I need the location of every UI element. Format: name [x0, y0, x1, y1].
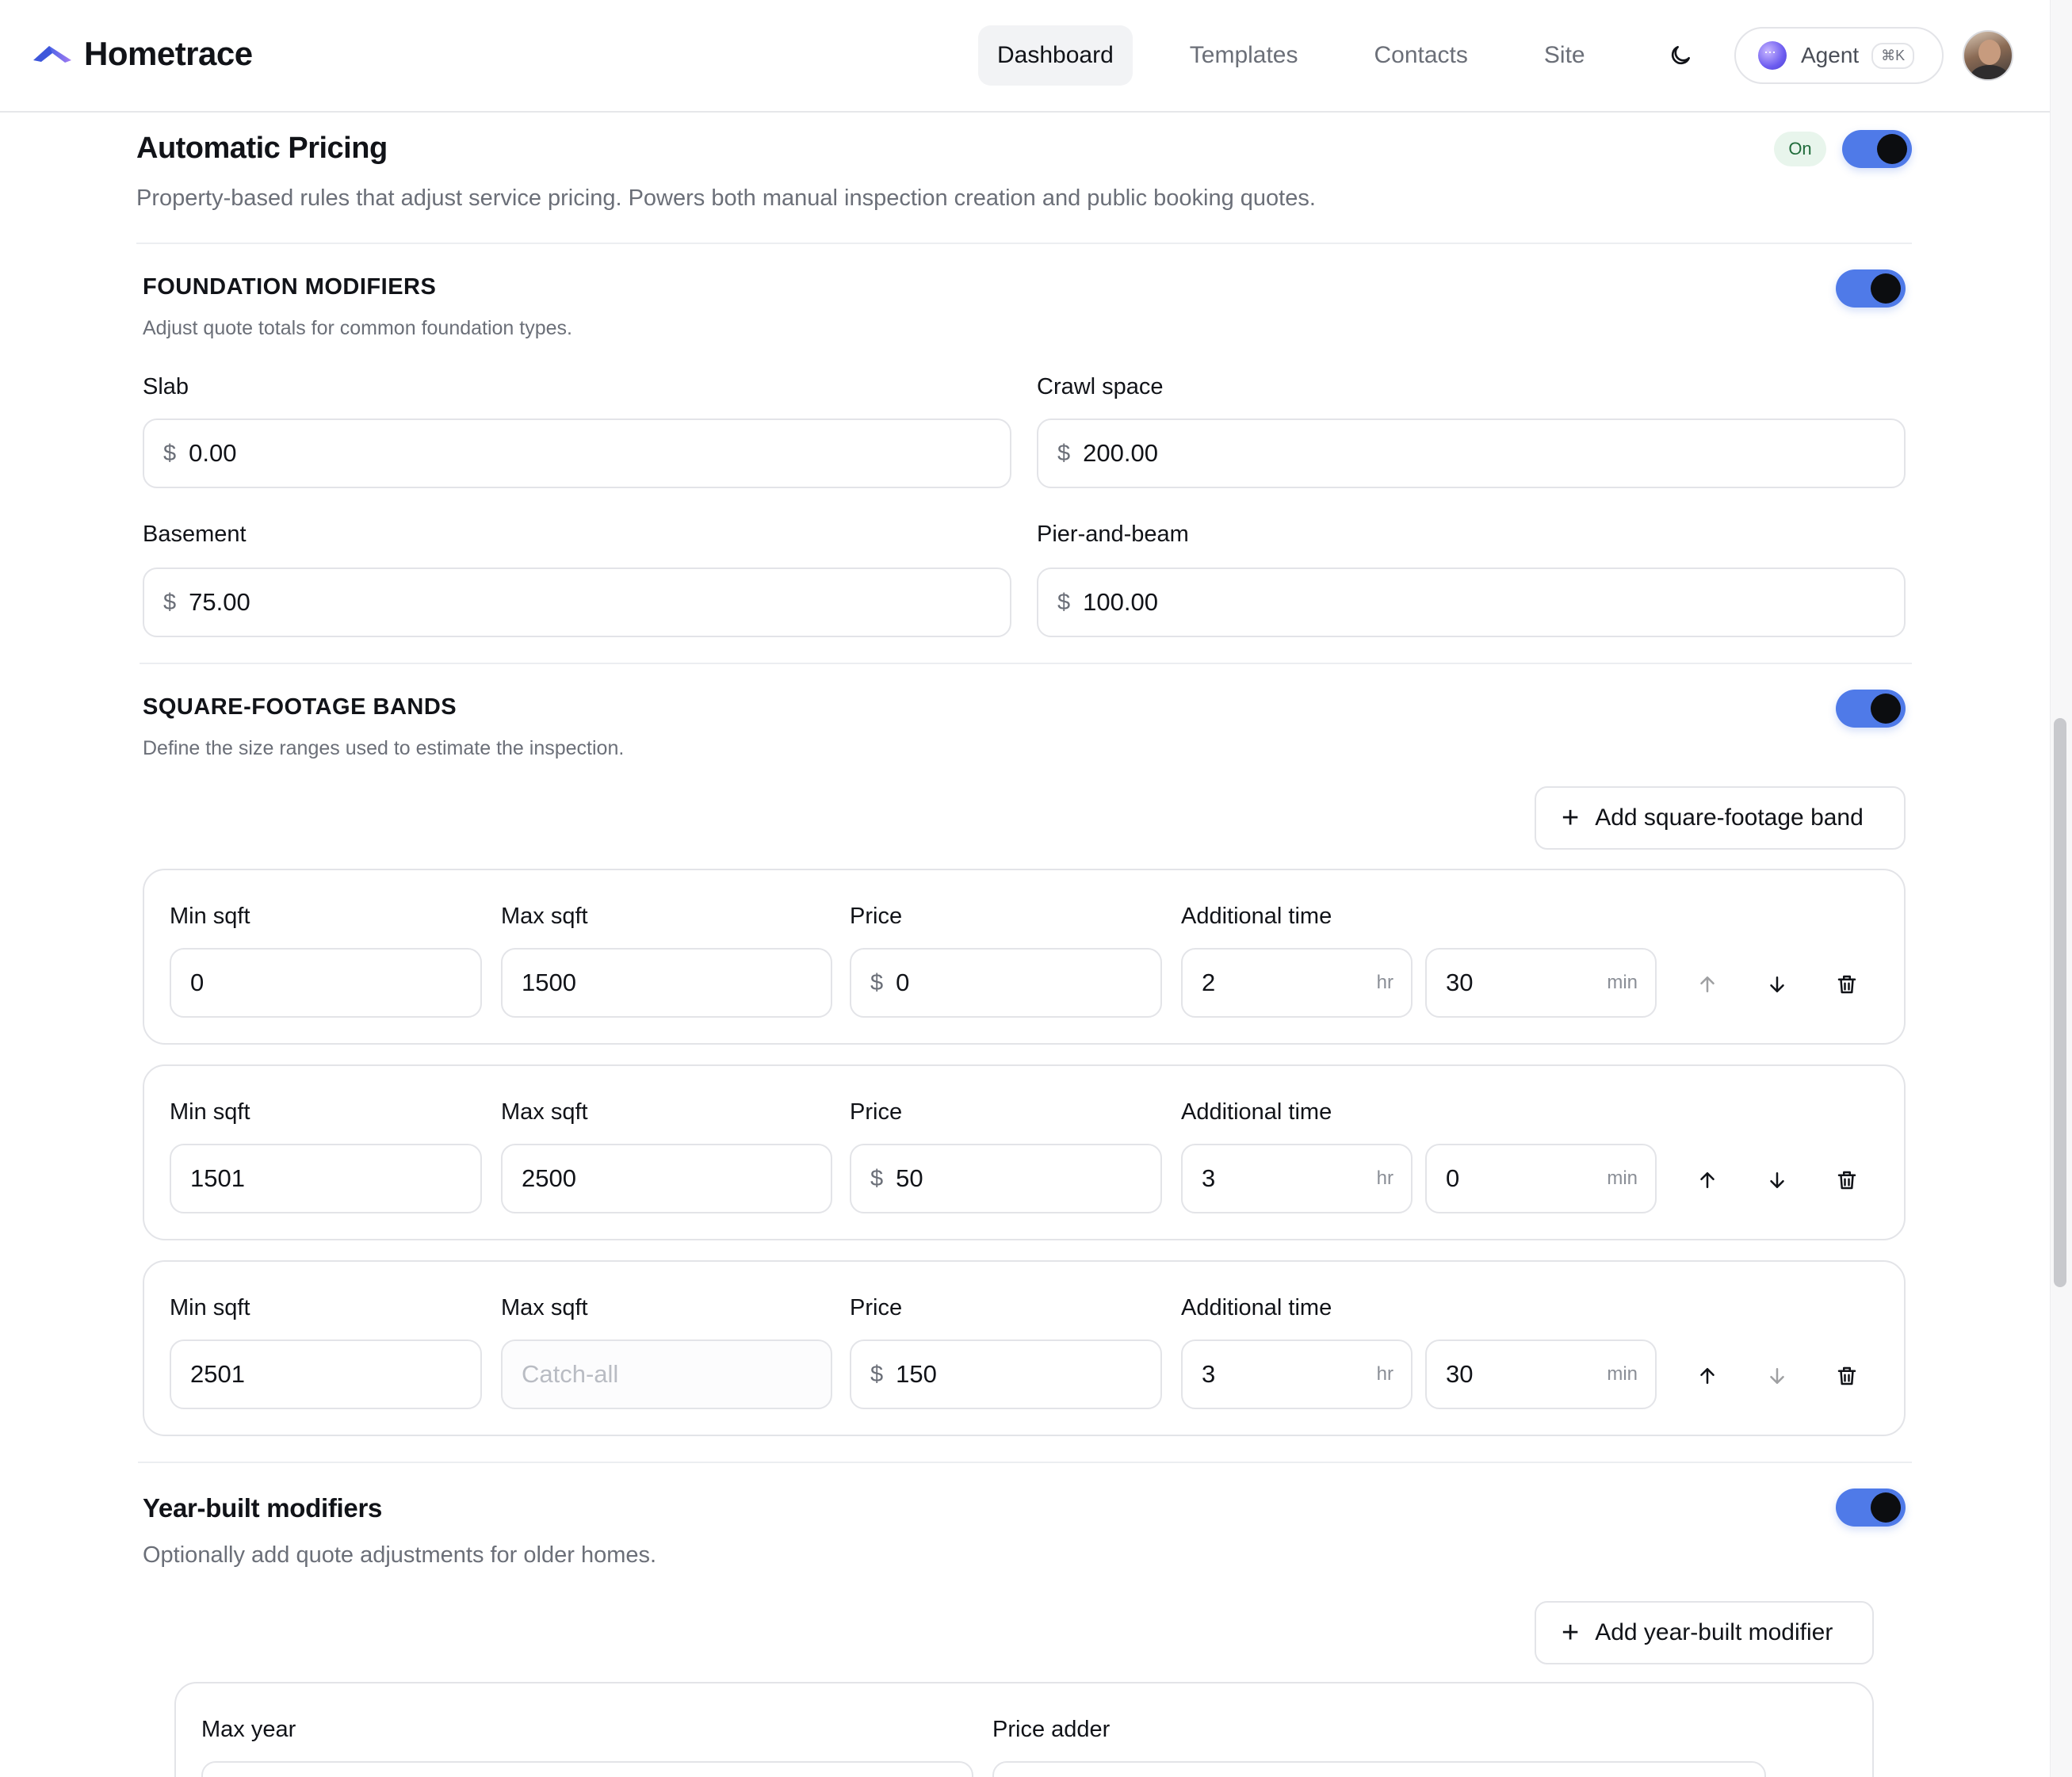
max-year-label: Max year [201, 1717, 296, 1742]
currency-symbol: $ [1057, 589, 1071, 615]
automatic-pricing-title: Automatic Pricing [136, 132, 388, 165]
pier-and-beam-input[interactable] [1037, 567, 1906, 637]
max-sqft-label: Max sqft [501, 904, 588, 929]
minutes-unit: min [1607, 1363, 1638, 1385]
trash-icon [1835, 973, 1859, 996]
plus-icon: + [1562, 801, 1580, 835]
theme-toggle-button[interactable] [1665, 36, 1696, 75]
price-label: Price [850, 904, 903, 929]
price-input[interactable] [850, 1339, 1162, 1409]
min-sqft-value: 0 [190, 969, 205, 996]
max-sqft-placeholder: Catch-all [522, 1360, 619, 1388]
currency-symbol: $ [870, 1361, 884, 1387]
move-down-button[interactable] [1760, 1163, 1795, 1198]
arrow-down-icon [1765, 973, 1789, 996]
max-sqft-label: Max sqft [501, 1099, 588, 1125]
divider [136, 243, 1912, 244]
hours-unit: hr [1376, 972, 1393, 993]
main-nav [978, 25, 1642, 86]
basement-label: Basement [143, 522, 247, 547]
minutes-value: 30 [1446, 969, 1474, 996]
hours-value: 2 [1202, 969, 1216, 996]
plus-icon: + [1562, 1616, 1580, 1649]
foundation-modifiers-toggle[interactable] [1836, 269, 1906, 308]
max-sqft-label: Max sqft [501, 1295, 588, 1320]
additional-time-label: Additional time [1181, 1295, 1332, 1320]
agent-orb-icon [1758, 41, 1787, 70]
agent-shortcut: ⌘K [1871, 43, 1914, 69]
nav-tab-contacts[interactable]: Contacts [1374, 42, 1468, 68]
move-down-button[interactable] [1760, 967, 1795, 1002]
brand-name: Hometrace [84, 35, 253, 72]
nav-tab-templates[interactable]: Templates [1189, 42, 1298, 68]
price-label: Price [850, 1295, 903, 1320]
trash-icon [1835, 1168, 1859, 1192]
arrow-down-icon [1765, 1168, 1789, 1192]
nav-tab-dashboard[interactable]: Dashboard [978, 25, 1133, 86]
crawl-space-value: 200.00 [1083, 439, 1158, 467]
year-built-title: Year-built modifiers [143, 1493, 383, 1523]
brand-logo[interactable] [32, 35, 253, 73]
hours-unit: hr [1376, 1167, 1393, 1189]
hours-value: 3 [1202, 1360, 1216, 1388]
hours-value: 3 [1202, 1164, 1216, 1192]
moon-icon [1668, 43, 1693, 68]
automatic-pricing-description: Property-based rules that adjust service pricing. Powers both manual inspection creation and public booking quotes. [136, 185, 1316, 211]
price-input[interactable] [850, 1144, 1162, 1213]
pier-and-beam-label: Pier-and-beam [1037, 522, 1189, 547]
toggle-knob [1871, 1492, 1901, 1523]
crawl-space-input[interactable] [1037, 418, 1906, 488]
toggle-knob [1871, 273, 1901, 304]
minutes-input[interactable] [1425, 1339, 1657, 1409]
currency-symbol: $ [870, 969, 884, 996]
year-built-toggle[interactable] [1836, 1488, 1906, 1527]
minutes-input[interactable] [1425, 1144, 1657, 1213]
price-input[interactable] [850, 948, 1162, 1018]
sqft-band-card [143, 869, 1906, 1045]
sqft-bands-description: Define the size ranges used to estimate the inspection. [143, 737, 625, 759]
currency-symbol: $ [870, 1165, 884, 1191]
crawl-space-label: Crawl space [1037, 374, 1164, 399]
sqft-bands-toggle[interactable] [1836, 690, 1906, 728]
arrow-up-icon [1695, 1168, 1719, 1192]
price-value: 50 [896, 1164, 923, 1192]
arrow-up-icon [1695, 1364, 1719, 1388]
additional-time-label: Additional time [1181, 1099, 1332, 1125]
foundation-modifiers-description: Adjust quote totals for common foundation types. [143, 317, 572, 339]
min-sqft-value: 1501 [190, 1164, 245, 1192]
divider [140, 663, 1912, 664]
sqft-bands-title: SQUARE-FOOTAGE BANDS [143, 694, 457, 720]
arrow-up-icon [1695, 973, 1719, 996]
foundation-modifiers-title: FOUNDATION MODIFIERS [143, 274, 437, 300]
hometrace-logo-icon [32, 38, 73, 70]
price-value: 150 [896, 1360, 937, 1388]
sqft-band-card [143, 1260, 1906, 1436]
slab-value: 0.00 [189, 439, 237, 467]
delete-band-button[interactable] [1829, 1163, 1864, 1198]
automatic-pricing-toggle[interactable] [1842, 130, 1912, 168]
add-sqft-band-button[interactable] [1535, 786, 1906, 850]
toggle-knob [1877, 134, 1907, 164]
min-sqft-input[interactable] [170, 1144, 482, 1213]
basement-input[interactable] [143, 567, 1011, 637]
move-up-button[interactable] [1690, 1163, 1725, 1198]
add-year-built-label: Add year-built modifier [1595, 1619, 1833, 1645]
move-down-button[interactable] [1760, 1359, 1795, 1393]
agent-label: Agent [1801, 43, 1860, 67]
scrollbar-thumb[interactable] [2054, 718, 2066, 1287]
slab-input[interactable] [143, 418, 1011, 488]
price-adder-input[interactable] [992, 1761, 1766, 1777]
hours-input[interactable] [1181, 1144, 1413, 1213]
min-sqft-input[interactable] [170, 948, 482, 1018]
max-sqft-value: 2500 [522, 1164, 576, 1192]
delete-band-button[interactable] [1829, 1359, 1864, 1393]
move-up-button[interactable] [1690, 967, 1725, 1002]
basement-value: 75.00 [189, 588, 250, 616]
move-up-button[interactable] [1690, 1359, 1725, 1393]
slab-label: Slab [143, 374, 189, 399]
divider [138, 1462, 1912, 1463]
hours-input[interactable] [1181, 1339, 1413, 1409]
min-sqft-label: Min sqft [170, 1295, 250, 1320]
price-adder-label: Price adder [992, 1717, 1111, 1742]
minutes-input[interactable] [1425, 948, 1657, 1018]
max-year-input[interactable] [201, 1761, 973, 1777]
top-header [0, 0, 2050, 113]
currency-symbol: $ [163, 440, 177, 466]
min-sqft-label: Min sqft [170, 904, 250, 929]
price-label: Price [850, 1099, 903, 1125]
toggle-knob [1871, 694, 1901, 724]
pier-and-beam-value: 100.00 [1083, 588, 1158, 616]
hours-unit: hr [1376, 1363, 1393, 1385]
max-sqft-input[interactable] [501, 1144, 832, 1213]
min-sqft-label: Min sqft [170, 1099, 250, 1125]
additional-time-label: Additional time [1181, 904, 1332, 929]
minutes-unit: min [1607, 972, 1638, 993]
currency-symbol: $ [163, 589, 177, 615]
delete-band-button[interactable] [1829, 967, 1864, 1002]
nav-tab-site[interactable]: Site [1543, 42, 1585, 68]
max-sqft-input[interactable] [501, 948, 832, 1018]
agent-button[interactable] [1734, 27, 1944, 84]
min-sqft-input[interactable] [170, 1339, 482, 1409]
year-built-card [174, 1682, 1874, 1777]
price-value: 0 [896, 969, 910, 996]
minutes-value: 0 [1446, 1164, 1460, 1192]
add-sqft-band-label: Add square-footage band [1595, 804, 1864, 831]
year-built-description: Optionally add quote adjustments for older homes. [143, 1542, 657, 1568]
minutes-unit: min [1607, 1167, 1638, 1189]
hours-input[interactable] [1181, 948, 1413, 1018]
user-avatar[interactable] [1963, 30, 2013, 81]
max-sqft-value: 1500 [522, 969, 576, 996]
sqft-band-card [143, 1064, 1906, 1240]
status-badge: On [1774, 132, 1826, 166]
minutes-value: 30 [1446, 1360, 1474, 1388]
currency-symbol: $ [1057, 440, 1071, 466]
arrow-down-icon [1765, 1364, 1789, 1388]
add-year-built-button[interactable] [1535, 1601, 1874, 1664]
min-sqft-value: 2501 [190, 1360, 245, 1388]
max-sqft-input[interactable] [501, 1339, 832, 1409]
trash-icon [1835, 1364, 1859, 1388]
